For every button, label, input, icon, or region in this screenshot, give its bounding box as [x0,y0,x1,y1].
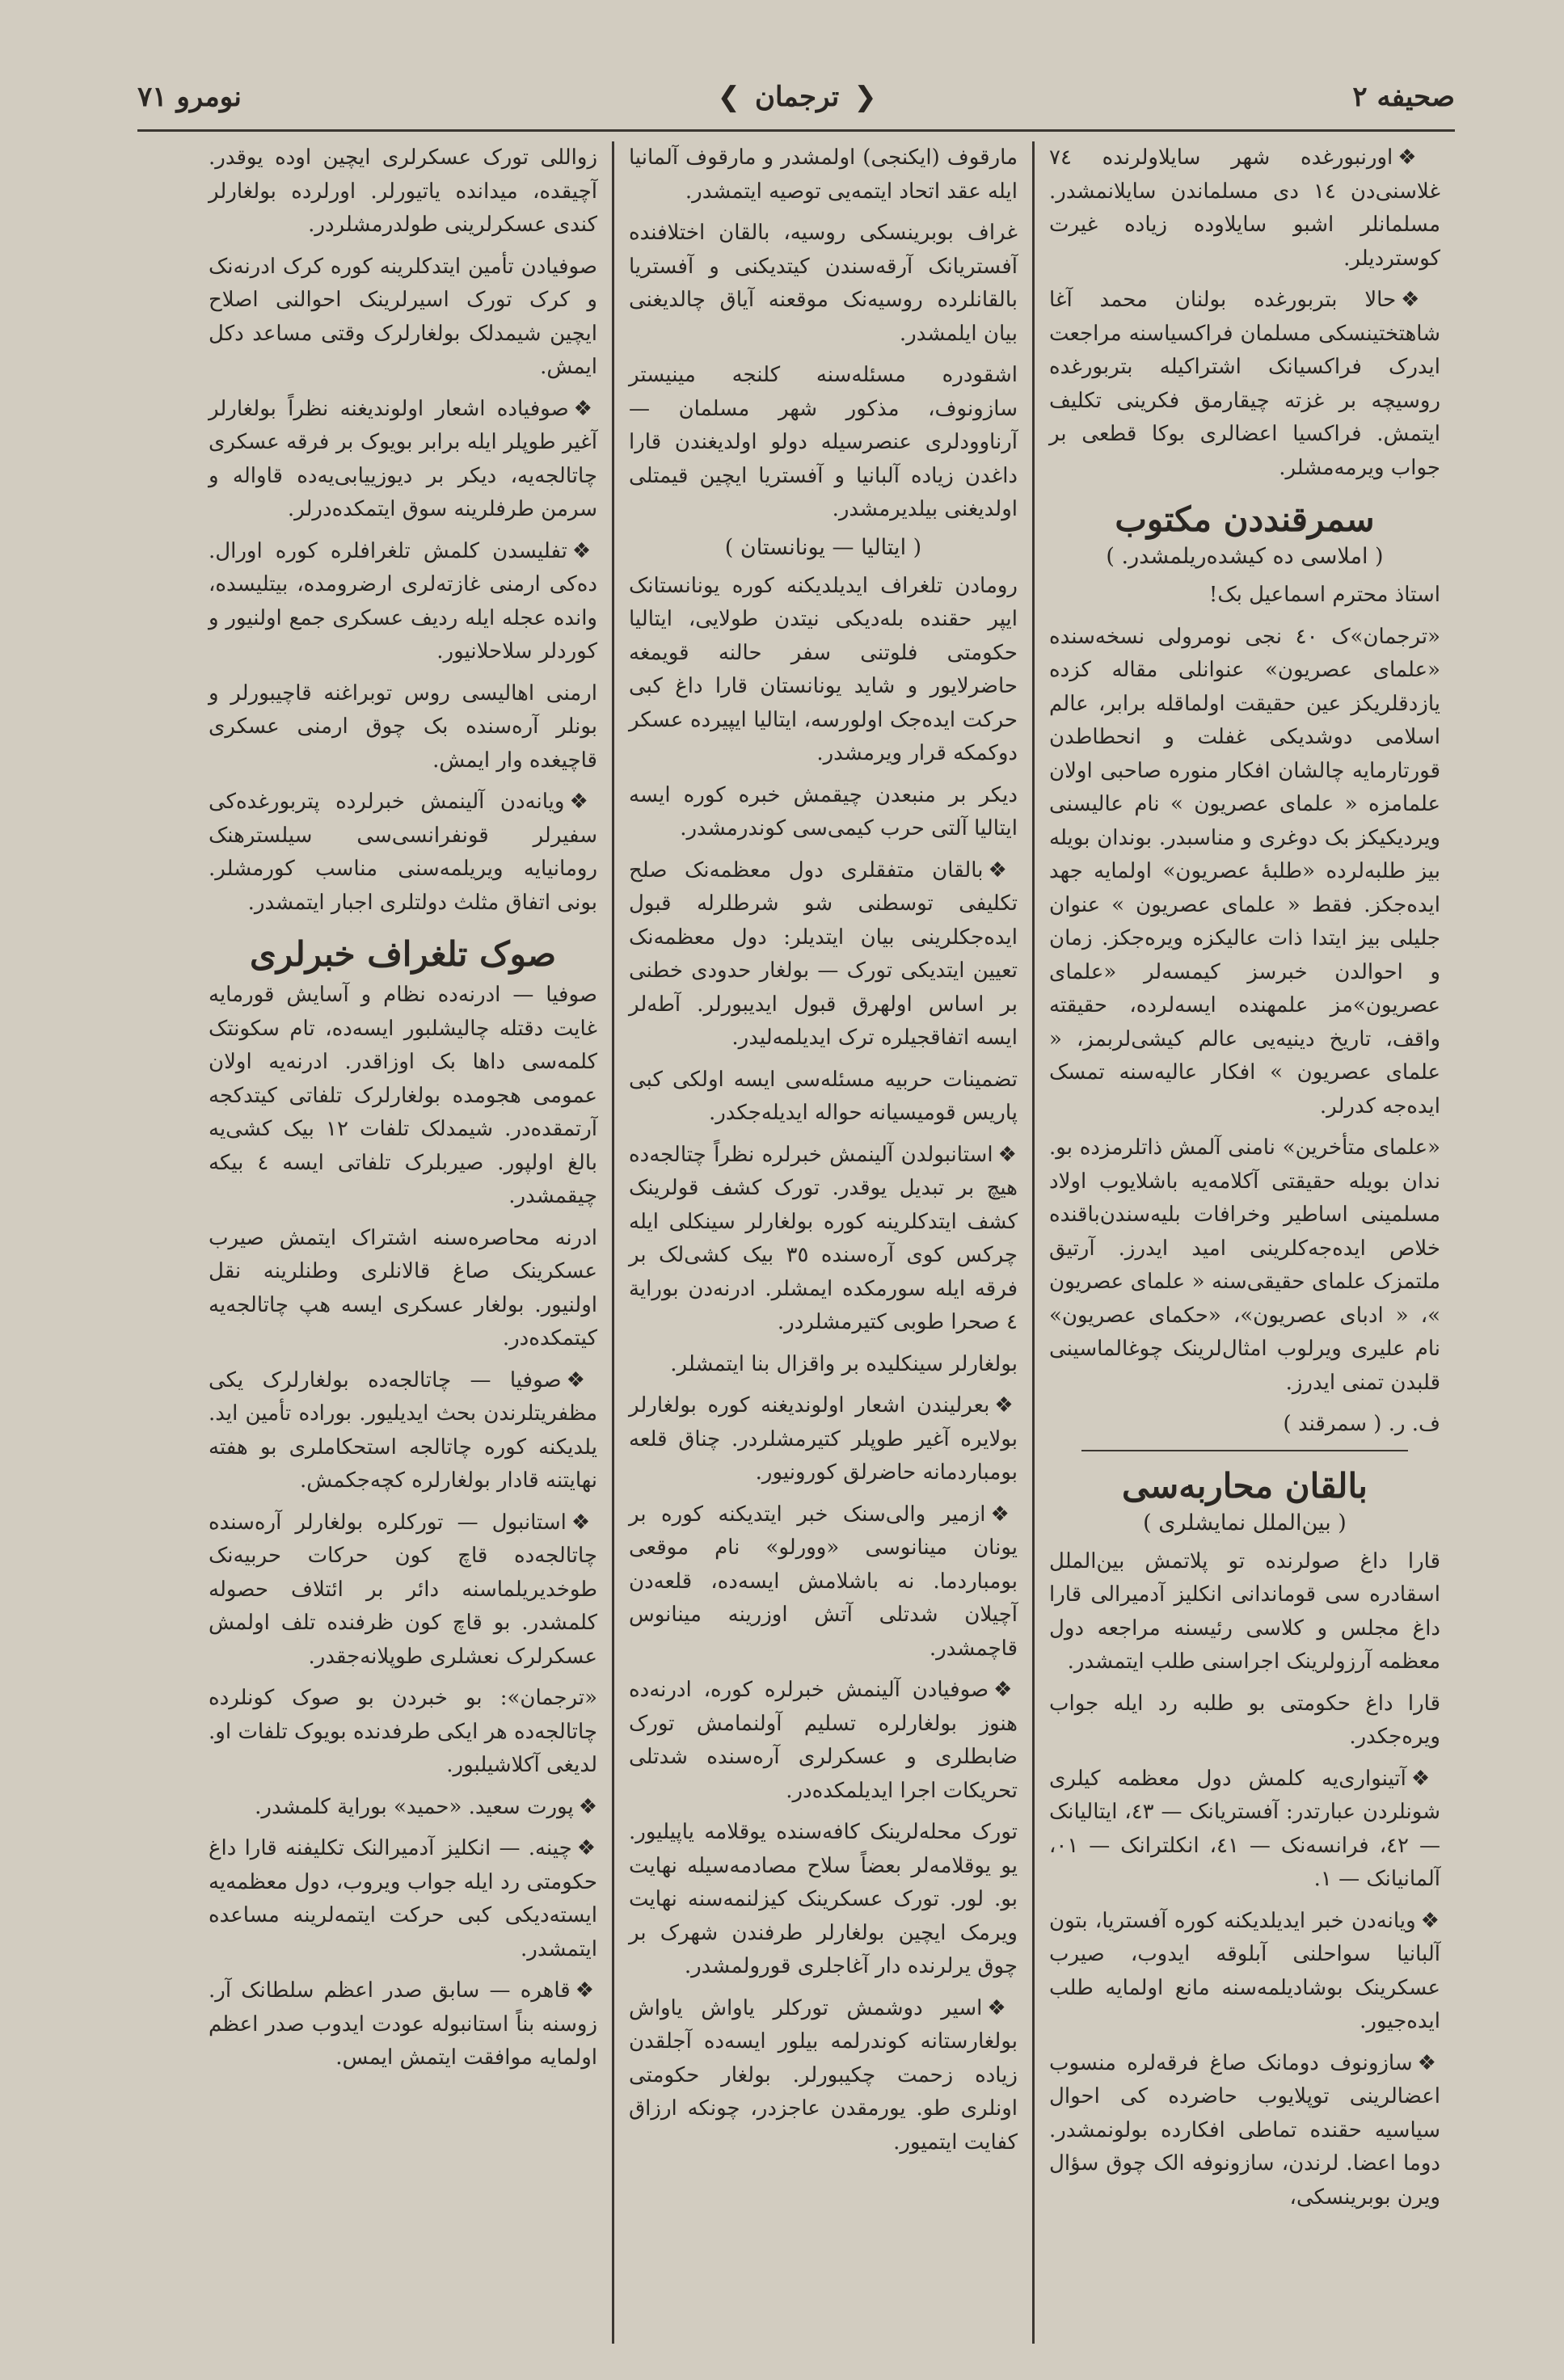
page-header [137,65,1455,132]
page-number: صحيفه ٢ [1352,81,1455,113]
article-paragraph [1049,1408,1440,1442]
section-heading: بالقان محاربه‌سی [1122,1465,1368,1506]
paragraph-text: تضمينات حربيه مسئله‌سی ايسه اولکی کبی پاريس قوميسيانه حواله ايديله‌جکدر. [629,1067,1018,1125]
news-bullet-icon: ❖ [990,1502,1018,1527]
paragraph-text: «علمای متأخرين» نامنی آلمش ذاتلرمزده بو. ندان بويله حقيقتی آکلامه‌يه باشلايوب اولاد مسلمينی اساطير وخرافات بلیه‌سندن‌باقنده خلاص ايده‌جه‌کلرينی اميد ايدرز. آرتيق ملتمزک علمای حقيقی‌سنه « علمای عصريون »، « ادبای عصريون»، «حکمای عصريون» نام عليری ويرلوب امثال‌لرينک چوغالماسينی قلبدن تمنی ايدرز. [1049,1135,1440,1395]
paragraph-text: تفليسدن کلمش تلغرافلره کوره اورال. ده‌کی ارمنی غازته‌لری ارضرومده، بيتليسده، وانده عجله ايله رديف عسکری جمع اولنيور و کوردلر سلاحلانيور. [209,538,597,663]
paragraph-text: غراف بوبرينسکی روسيه، بالقان اختلافنده آفستريانک آرقه‌سندن کيتديکنی و آفستريا بالقانلرده روسيه‌نک موقعنه آياق چالديغنی بيان ايلمشدر. [629,221,1018,346]
paragraph-text: ازمير والی‌سنک خبر ايتديکنه کوره بر يونان مينانوسی «وورلو» نام موقعی بومباردما. نه باشلامش ايسه‌ده، قلعه‌دن آچيلان شدتلی آتش اوزرينه مينانوس قاچمشدر. [629,1502,1018,1661]
paragraph-text: آتينواری‌يه کلمش دول معظمه کيلری شونلردن عبارتدر: آفستريانک — ٤٣، ايتاليانک — ٤٢، فرانسه‌نک — ٤١، انکلترانک — ٠١، آلمانيانک — ١. [1049,1766,1440,1891]
article-paragraph [1049,2047,1440,2215]
article-paragraph [629,1064,1018,1131]
news-bullet-icon: ❖ [997,1142,1018,1167]
paragraph-text: ف. ر. ( سمرقند ) [1283,1412,1440,1436]
news-bullet-icon: ❖ [571,538,597,563]
article-paragraph [629,359,1018,527]
article-paragraph [1049,1687,1440,1754]
column-left [194,141,614,2344]
news-bullet-icon: ❖ [1401,288,1441,312]
news-bullet-icon: ❖ [566,1367,597,1392]
paragraph-text: ارمنی اهاليسی روس توبراغنه قاچيبورلر و بونلر آره‌سنده بک چوق ارمنی عسکری قاچيغده وار ايمش. [209,680,597,773]
news-bullet-icon: ❖ [988,857,1018,882]
paragraph-text: صوفياده اشعار اولونديغنه نظراً بولغارلر آغير طوپلر ايله برابر بويوک بر فرقه عسکری چاتالجه‌يه، ديکر بر ديوزييابی‌يه‌ده قاواله و سرمن طرفلرينه سوق ايتمکده‌درلر. [209,396,597,521]
paragraph-text: قارا داغ صولرنده تو پلاتمش بين‌الملل اسقادره سی قوماندانی انکليز آدميرالی قارا داغ مجلس و کلاسی رئيسنه مراجعه دول معظمه آرزولرينک اجراسنی طلب ايتمشدر. [1049,1548,1440,1674]
newspaper-title: ترجمان [754,81,840,113]
issue-number: نومرو ٧١ [137,81,242,113]
article-paragraph [209,1832,597,1966]
section-subheading: ( بين‌الملل نمايشلری ) [1143,1510,1347,1535]
news-bullet-icon: ❖ [993,1678,1018,1702]
article-paragraph [209,251,597,385]
ornament-right-icon: ❯ [854,81,877,113]
article-paragraph [1049,284,1440,485]
article-paragraph [209,1222,597,1356]
paragraph-text: قارا داغ حکومتی بو طلبه رد ايله جواب ويره‌جکدر. [1049,1691,1440,1749]
article-paragraph [209,393,597,527]
article-paragraph [209,1364,597,1498]
section-heading: سمرقنددن مکتوب [1115,499,1375,539]
paragraph-text: ويانه‌دن خبر ايديلديکنه کوره آفستريا، بتون آلبانيا سواحلنی آبلوقه ايدوب، صيرب عسکرينک بوشاديلمه‌سنه مانع اولمايه طلب ايده‌جيور. [1049,1908,1440,2033]
columns-container [141,141,1455,2344]
article-paragraph [209,141,597,242]
paragraph-text: زواللی تورک عسکرلری ايچين اوده يوقدر. آچيقده، ميدانده ياتيورلر. اورلرده بولغارلر کندی عسکرلرينی طولدرمشلردر. [209,145,597,237]
paragraph-text: ادرنه محاصره‌سنه اشتراک ايتمش صيرب عسکرينک صاغ قالانلری وطنلرينه نقل اولنيور. بولغار عسکری ايسه هپ چاتالجه‌يه کيتمکده‌در. [209,1225,597,1350]
paragraph-text: اورنبورغده شهر سايلاولرنده ٧٤ غلاسنی‌دن ١٤ دی مسلماندن سايلانمشدر. مسلمانلر اشبو سايلاوده زياده غيرت کوسترديلر. [1049,145,1440,271]
article-paragraph [629,854,1018,1055]
news-bullet-icon: ❖ [994,1393,1018,1417]
news-bullet-icon: ❖ [1410,1766,1441,1791]
article-paragraph [209,979,597,1214]
paragraph-text: صوفيا — ادرنه‌ده نظام و آسايش قورمايه غايت دقتله چاليشلبور ايسه‌ده، تام سکونتک کلمه‌سی داها بک اوزاقدر. ادرنه‌يه اولان عمومی هجومده بولغارلرک تلفاتی کيتدکجه آرتمقده‌در. شيمدلک تلفات ١٢ بيک کشی‌يه بالغ اولپور. صيربلرک تلفاتی ايسه ٤ بيکه چيقمشدر. [209,983,597,1208]
paragraph-text: استانبول — تورکلره بولغارلر آره‌سنده چاتالجه‌ده قاچ کون حرکات حربيه‌نک طوخديريلماسنه دائر بر ائتلاف حصوله کلمشدر. بو قاچ کون ظرفنده تلف اولمش عسکرلرک نعشلری طوپلانه‌جقدر. [209,1510,597,1669]
article-paragraph [209,786,597,920]
paragraph-text: سازونوف دومانک صاغ فرقه‌لره منسوب اعضالرينی توپلايوب حاضرده کی احوال سياسيه حقنده تماطی افکارده بولونمشدر. دوما اعضا. لرندن، سازونوفه الک چوق سؤال ويرن بوبرينسکی، [1049,2050,1440,2209]
article-paragraph [1049,621,1440,1124]
paragraph-text: تورک محله‌لرينک کافه‌سنده يوقلامه ياپيليور. يو يوقلامه‌لر بعضاً سلاح مصادمه‌سيله نهايت بو. لور. تورک عسکرينک کيزلنمه‌سنه نهايت ويرمک ايچين بولغارلر طرفندن شهرک بر چوق يرلرنده دار آغاجلری قورولمشدر. [629,1820,1018,1978]
paragraph-text: حالا بتربورغده بولنان محمد آغا شاهتختينسکی مسلمان فراکسياسنه مراجعت ايدرک فراکسيانک اشتراکيله بتربورغده روسيچه بر غزته چيقارمق فکرينی تکليف ايتمش. فراکسيا اعضالری بوکا قطعی بر جواب ويرمه‌مشلر. [1049,288,1440,480]
paragraph-text: پورت سعيد. «حميد» بوراية کلمشدر. [255,1794,574,1819]
paragraph-text: چينه. — انکليز آدميرالنک تکليفنه قارا داغ حکومتی رد ايله جواب ويروب، دول معظمه‌يه ايسته‌ديکی کبی حرکت ايتمه‌لرينه مساعده ايتمشدر. [209,1836,597,1961]
paragraph-text: صوفيا — چاتالجه‌ده بولغارلرک يکی مظفريتلرندن بحث ايديليور. بوراده تأمين ايد. يلديکنه کوره چاتالجه استحکاملری بو هفته نهايتنه قادار بولغارلره کچه‌جکمش. [209,1367,597,1493]
paragraph-text: استاذ محترم اسماعيل بک! [1208,583,1440,607]
paragraph-text: اشقودره مسئله‌سنه کلنجه مينيستر سازونوف، مذکور شهر مسلمان — آرناوودلری عنصرسيله دولو اولديغندن قارا داغدن زياده آلبانيا و آفستريا ايچين قيمتلی اولديغنی بيلديرمشدر. [629,363,1018,521]
news-bullet-icon: ❖ [1417,2050,1441,2075]
paragraph-text: صوفيادن تأمين ايتدکلرينه کوره کرک ادرنه‌نک و کرک تورک اسيرلرينک احوالنی اصلاح ايچين شيمدلک بولغارلرک وقتی مساعد دکل ايمش. [209,254,597,379]
news-bullet-icon: ❖ [569,790,597,814]
article-paragraph [1049,1905,1440,2039]
article-paragraph [1049,1545,1440,1679]
article-paragraph [629,1674,1018,1808]
article-paragraph [209,1682,597,1783]
article-paragraph [629,1498,1018,1666]
article-paragraph [629,1348,1018,1382]
paragraph-text: «ترجمان»ک ٤٠ نجی نومرولی نسخه‌سنده «علمای عصريون» عنوانلی مقاله کزده يازدقلريکز عين حقيقت اولماقله برابر، عالم اسلامی دوشديکی غفلت و انحطاطدن قورتارمايه چالشان افکار منوره صاحبی اولان علمامزه « علمای عصريون » نام عالیسنی ويرديکيکز بک دوغری و مناسبدر. بوندان بويله بيز طلبه‌لرده «طلبهٔ عصريون» اولمايه جهد ايده‌جکز. فقط « علمای عصريون » عنوان جليلی بيز ايتدا ذات عاليکزه ويره‌جکز. زمان و احوالدن خبرسز کيمسه‌لر «علمای عصريون»مز علمهنده ايسه‌لرده، حقيقته واقف، تاريخ دينيه‌يی عالم کيشی‌لر‌بمز، « علمای عصريون » افکار عاليه‌سنه تمسک ايده‌جه کدرلر. [1049,624,1440,1118]
section-divider [1081,1450,1408,1451]
paragraph-text: بولغارلر سينکليده بر واقزال بنا ايتمشلر. [670,1351,1018,1376]
article-paragraph [209,1791,597,1825]
news-bullet-icon: ❖ [1397,145,1441,170]
news-bullet-icon: ❖ [573,396,597,421]
paragraph-text: ويانه‌دن آلينمش خبرلرده پتربورغده‌کی سفيرلر قونفرانسی‌سی سيلسترهنک رومانيايه ويريلمه‌سنی مناسب کورمشلر. بونی اتفاق مثلث دولتلری اجبار ايتمشدر. [209,790,597,915]
article-paragraph [209,535,597,669]
ornament-left-icon: ❮ [717,81,740,113]
article-paragraph [1049,1131,1440,1400]
paragraph-text: قاهره — سابق صدر اعظم سلطانک آر. زوسنه بناً استانبوله عودت ايدوب صدر اعظم اولمايه موافقت ايتمش ايمس. [209,1978,597,2070]
section-heading: صوک تلغراف خبرلری [249,934,557,974]
news-bullet-icon: ❖ [987,1995,1018,2020]
news-bullet-icon: ❖ [575,1978,598,2003]
paragraph-text: ديکر بر منبعدن چيقمش خبره کوره ايسه ايتاليا آلتی حرب کيمی‌سی کوندرمشدر. [629,782,1018,840]
masthead [717,81,876,113]
paragraph-text: بالقان متفقلری دول معظمه‌نک صلح تکليفی توسطنی شو شرطلرله قبول ايده‌جکلرينی بيان ايتديلر: دول معظمه‌نک تعيين ايتديکی تورک — بولغار حدودی خطنی بر اساس اولهرق قبول ايديبورلر. آطه‌لر ايسه اتفاقجيلره ترک ايديلمه‌ليدر. [629,857,1018,1050]
section-subheading: ( ايتاليا — يونانستان ) [724,534,922,560]
article-paragraph [209,677,597,778]
column-right [1035,141,1455,2344]
article-paragraph [629,217,1018,351]
section-subheading: ( املاسی ده کيشده‌ريلمشدر. ) [1106,544,1384,569]
article-paragraph [209,1974,597,2075]
article-paragraph [629,779,1018,846]
paragraph-text: رومادن تلغراف ايديلديکنه کوره يونانستانک ايپر حقنده بله‌ديکی نيتدن طولايی، ايتاليا حکومتی فلوتنی سفر حالنه قويمغه حاضرلايور و شايد يونانستان قارا داغ کبی حرکت ايده‌جک اولورسه، ايتاليا ايپيرده عسکر دوکمکه قرار ويرمشدر. [629,573,1018,765]
article-paragraph [1049,1763,1440,1897]
article-paragraph [629,141,1018,209]
article-paragraph [209,1506,597,1674]
paragraph-text: صوفيادن آلينمش خبرلره کوره، ادرنه‌ده هنوز بولغارلره تسليم آولنمامش تورک ضابطلری و عسکرلری آره‌سنده شدتلی تحريکات اجرا ايديلمکده‌در. [629,1678,1018,1803]
article-paragraph [629,1389,1018,1490]
column-middle [614,141,1035,2344]
news-bullet-icon: ❖ [576,1836,597,1860]
article-paragraph [1049,579,1440,613]
article-paragraph [629,1816,1018,1984]
paragraph-text: استانبولدن آلينمش خبرلره نظراً چتالجه‌ده هيچ بر تبديل يوقدر. تورک کشف قولرينک کشف ايتدکلرينه کوره بولغارلر سينکلی ايله چرکس کوی آره‌سنده ٣٥ بيک کشی‌لک بر فرقه ايله سورمکده ايمشلر. ادرنه‌دن بوراية ٤ صحرا طوبی کتيرمشلردر. [629,1142,1018,1334]
news-bullet-icon: ❖ [578,1794,597,1819]
article-paragraph [629,570,1018,771]
article-paragraph [629,1992,1018,2160]
paragraph-text: اسير دوشمش تورکلر ياواش ياواش بولغارستانه کوندرلمه بيلور ايسه‌ده آجلقدن زياده زحمت چکيبورلر. بولغار حکومتی اونلری طو. يورمقدن عاجزدر، چونکه ارزاق کفايت ايتميور. [629,1995,1018,2155]
article-paragraph [629,1139,1018,1340]
paragraph-text: مارقوف (ايکنجی) اولمشدر و مارقوف آلمانيا ايله عقد اتحاد ايتمه‌يی توصيه ايتمشدر. [629,145,1018,204]
news-bullet-icon: ❖ [571,1510,597,1535]
paragraph-text: «ترجمان»: بو خبردن بو صوک کونلرده چاتالجه‌ده هر ايکی طرفدنده بويوک تلفات او. لديغی آکلاشيلبور. [209,1686,597,1777]
paragraph-text: بعرليندن اشعار اولونديغنه کوره بولغارلر بولايره آغير طوپلر کتيرمشلردر. چناق قلعه بومباردمانه حاضرلق کورونيور. [629,1393,1018,1485]
news-bullet-icon: ❖ [1420,1908,1440,1933]
article-paragraph [1049,141,1440,276]
